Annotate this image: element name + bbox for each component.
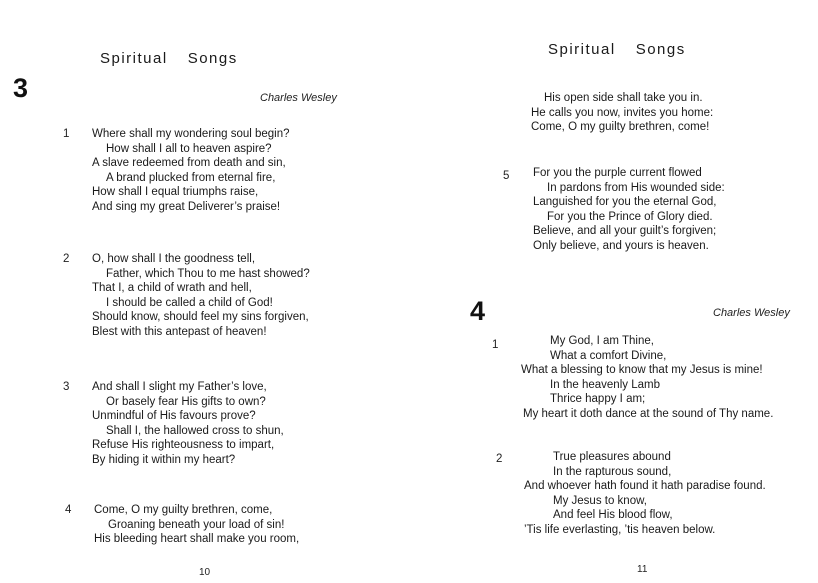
verse xyxy=(92,380,284,467)
page-header xyxy=(548,41,686,58)
verse-line: And feel His blood flow, xyxy=(553,509,673,521)
verse-line: How shall I equal triumphs raise, xyxy=(92,186,259,198)
header-word: Songs xyxy=(187,50,238,67)
verse-line: A slave redeemed from death and sin, xyxy=(92,157,286,169)
verse-line: Or basely fear His gifts to own? xyxy=(106,395,266,408)
page-number: 10 xyxy=(199,567,211,578)
header-word: Spiritual xyxy=(100,50,168,67)
verse-line: What a blessing to know that my Jesus is mine! xyxy=(521,364,763,376)
song-author: Charles Wesley xyxy=(713,307,790,319)
verse-number: 5 xyxy=(503,170,510,182)
verse xyxy=(533,166,725,253)
page-number: 11 xyxy=(637,564,648,575)
verse-line: Unmindful of His favours prove? xyxy=(92,410,256,422)
verse-line: My God, I am Thine, xyxy=(550,335,654,347)
verse-number: 2 xyxy=(63,253,70,265)
verse-number: 2 xyxy=(496,453,503,465)
verse-line: I should be called a child of God! xyxy=(106,296,273,309)
verse-continuation xyxy=(531,91,713,135)
verse-number: 1 xyxy=(63,128,70,140)
verse-line: And sing my great Deliverer’s praise! xyxy=(92,200,281,213)
verse xyxy=(92,252,310,339)
verse-line: Should know, should feel my sins forgiven, xyxy=(92,311,309,323)
verse-line: In the rapturous sound, xyxy=(553,465,672,478)
verse-line: Blest with this antepast of heaven! xyxy=(92,325,267,338)
header-word: Songs xyxy=(635,41,686,58)
verse-number: 4 xyxy=(65,504,72,516)
song-number: 4 xyxy=(470,296,486,326)
verse-line: His bleeding heart shall make you room, xyxy=(94,533,300,545)
verse-line: A brand plucked from eternal fire, xyxy=(106,171,276,184)
verse-line: And whoever hath found it hath paradise found. xyxy=(524,480,766,492)
verse xyxy=(524,450,766,537)
verse xyxy=(94,503,299,547)
verse-line: How shall I all to heaven aspire? xyxy=(106,142,272,155)
verse-line: Believe, and all your guilt’s forgiven; xyxy=(533,225,717,237)
verse-line: O, how shall I the goodness tell, xyxy=(92,253,256,265)
verse-line: He calls you now, invites you home: xyxy=(531,106,714,119)
verse-line: Groaning beneath your load of sin! xyxy=(108,518,285,531)
verse-line: Shall I, the hallowed cross to shun, xyxy=(106,424,284,437)
verse-number: 1 xyxy=(492,339,499,351)
song-number: 3 xyxy=(13,73,29,103)
verse-line: Thrice happy I am; xyxy=(550,393,646,405)
verse-line: Refuse His righteousness to impart, xyxy=(92,439,275,451)
page-header xyxy=(100,50,238,67)
verse-line: ’Tis life everlasting, ’tis heaven below. xyxy=(524,523,716,536)
verse-line: His open side shall take you in. xyxy=(544,92,703,104)
verse-line: My Jesus to know, xyxy=(553,494,647,507)
header-word: Spiritual xyxy=(548,41,616,58)
verse-line: Languished for you the eternal God, xyxy=(533,196,717,208)
verse-number: 3 xyxy=(63,381,70,393)
verse xyxy=(92,127,290,214)
verse-line: What a comfort Divine, xyxy=(550,349,667,362)
song-author: Charles Wesley xyxy=(260,92,337,104)
verse-line: By hiding it within my heart? xyxy=(92,453,236,466)
verse-line: Only believe, and yours is heaven. xyxy=(533,239,709,252)
right-page xyxy=(409,0,818,583)
verse xyxy=(521,334,773,421)
verse-line: In pardons from His wounded side: xyxy=(547,181,725,194)
verse-line: Where shall my wondering soul begin? xyxy=(92,128,290,140)
verse-line: Come, O my guilty brethren, come! xyxy=(531,121,710,133)
verse-line: True pleasures abound xyxy=(553,451,671,463)
verse-line: Come, O my guilty brethren, come, xyxy=(94,504,273,516)
verse-line: And shall I slight my Father’s love, xyxy=(92,381,267,393)
verse-line: That I, a child of wrath and hell, xyxy=(92,282,252,294)
verse-line: In the heavenly Lamb xyxy=(550,378,660,391)
verse-line: For you the purple current flowed xyxy=(533,167,702,179)
verse-line: Father, which Thou to me hast showed? xyxy=(106,267,310,280)
verse-line: For you the Prince of Glory died. xyxy=(547,210,713,223)
verse-line: My heart it doth dance at the sound of Thy name. xyxy=(523,407,774,420)
